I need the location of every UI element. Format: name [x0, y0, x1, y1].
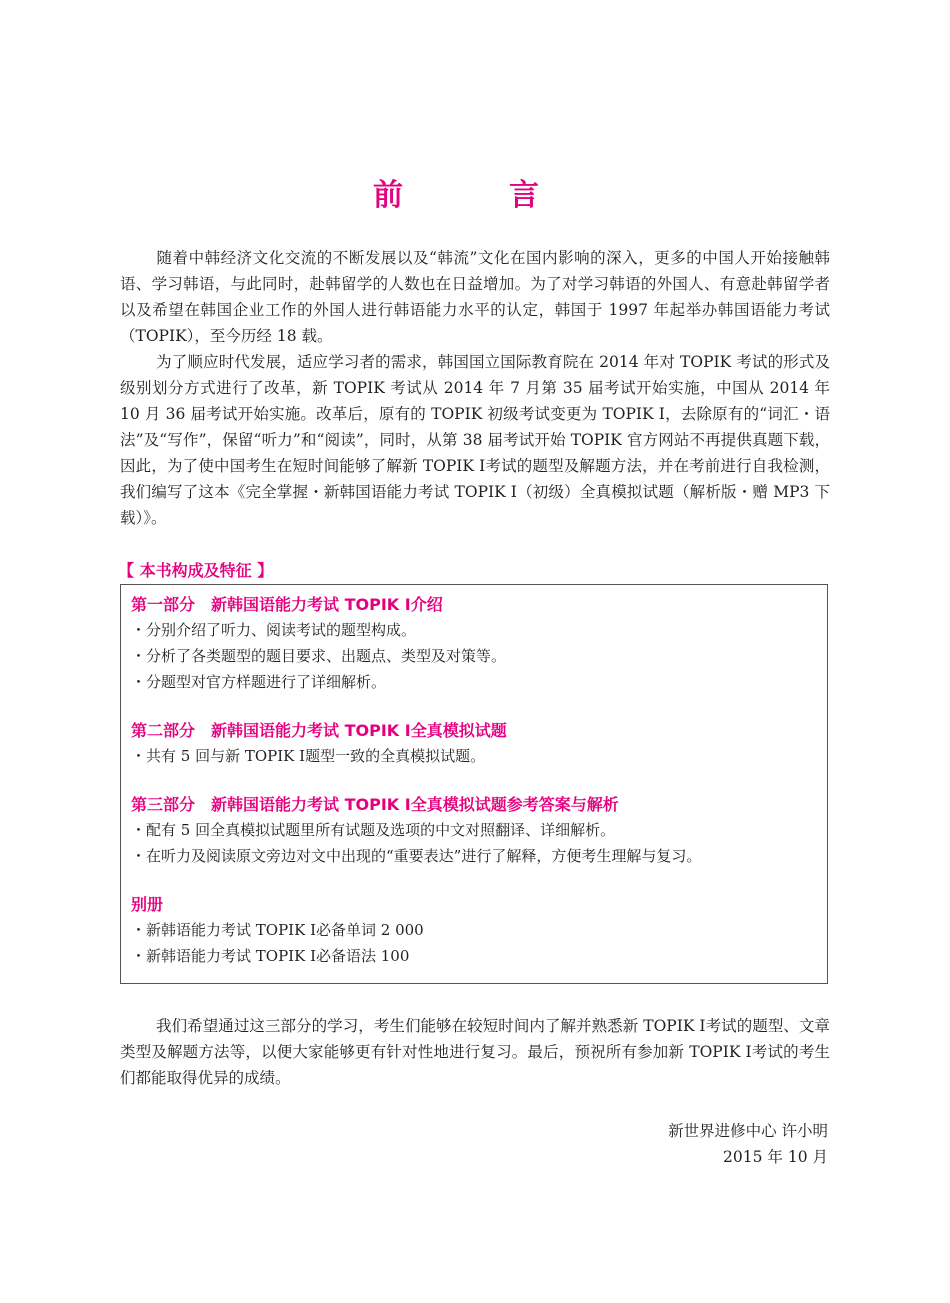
page-title: 前 言	[373, 178, 577, 213]
list-item: ・新韩语能力考试 TOPIK Ⅰ必备语法 100	[131, 947, 410, 965]
features-box	[120, 584, 828, 984]
section-part-three	[131, 793, 827, 869]
section-title: 第二部分 新韩国语能力考试 TOPIK Ⅰ全真模拟试题	[131, 721, 507, 740]
section-part-one	[131, 593, 827, 695]
list-item: ・配有 5 回全真模拟试题里所有试题及选项的中文对照翻译、详细解析。	[131, 821, 616, 839]
section-title: 别册	[131, 895, 164, 914]
section-title: 第三部分 新韩国语能力考试 TOPIK Ⅰ全真模拟试题参考答案与解析	[131, 795, 619, 814]
list-item: ・分析了各类题型的题目要求、出题点、类型及对策等。	[131, 647, 507, 665]
list-item: ・在听力及阅读原文旁边对文中出现的“重要表达”进行了解释，方便考生理解与复习。	[131, 847, 702, 865]
signature-date: 2015 年 10 月	[723, 1148, 828, 1166]
list-item: ・共有 5 回与新 TOPIK Ⅰ题型一致的全真模拟试题。	[131, 747, 486, 765]
closing-paragraph	[120, 1013, 830, 1091]
section-title: 第一部分 新韩国语能力考试 TOPIK Ⅰ介绍	[131, 595, 443, 614]
intro-text: 随着中韩经济文化交流的不断发展以及“韩流”文化在国内影响的深入，更多的中国人开始接触韩语、学习韩语，与此同时，赴韩留学的人数也在日益增加。为了对学习韩语的外国人、有意赴韩留学者以及希望在韩国企业工作的外国人进行韩语能力水平的认定，韩国于 1997 年起举办韩国语能力考试（TOPIK），至今历经 18 载。	[120, 249, 830, 345]
section-supplement	[131, 893, 827, 969]
list-item: ・新韩语能力考试 TOPIK Ⅰ必备单词 2 000	[131, 921, 424, 939]
reform-paragraph	[120, 349, 830, 531]
reform-text: 为了顺应时代发展，适应学习者的需求，韩国国立国际教育院在 2014 年对 TOPIK 考试的形式及级别划分方式进行了改革，新 TOPIK 考试从 2014 年 7 月第 35 届考试开始实施，中国从 2014 年 10 月 36 届考试开始实施。改革后，原有的 TOPIK 初级考试变更为 TOPIK Ⅰ，去除原有的“词汇・语法”及“写作”，保留“听力”和“阅读”，同时，从第 38 届考试开始 TOPIK 官方网站不再提供真题下载，因此，为了使中国考生在短时间能够了解新 TOPIK Ⅰ考试的题型及解题方法，并在考前进行自我检测，我们编写了这本《完全掌握・新韩国语能力考试 TOPIK Ⅰ（初级）全真模拟试题（解析版・赠 MP3 下载）》。	[120, 353, 830, 527]
section-part-two	[131, 719, 827, 769]
features-heading: 【 本书构成及特征 】	[118, 561, 274, 580]
list-item: ・分别介绍了听力、阅读考试的题型构成。	[131, 621, 417, 639]
list-item: ・分题型对官方样题进行了详细解析。	[131, 673, 387, 691]
signature-author: 新世界进修中心 许小明	[668, 1122, 828, 1140]
closing-text: 我们希望通过这三部分的学习，考生们能够在较短时间内了解并熟悉新 TOPIK Ⅰ考试的题型、文章类型及解题方法等，以便大家能够更有针对性地进行复习。最后，预祝所有参加新 TOPIK Ⅰ考试的考生们都能取得优异的成绩。	[120, 1017, 830, 1087]
intro-paragraph	[120, 245, 830, 349]
